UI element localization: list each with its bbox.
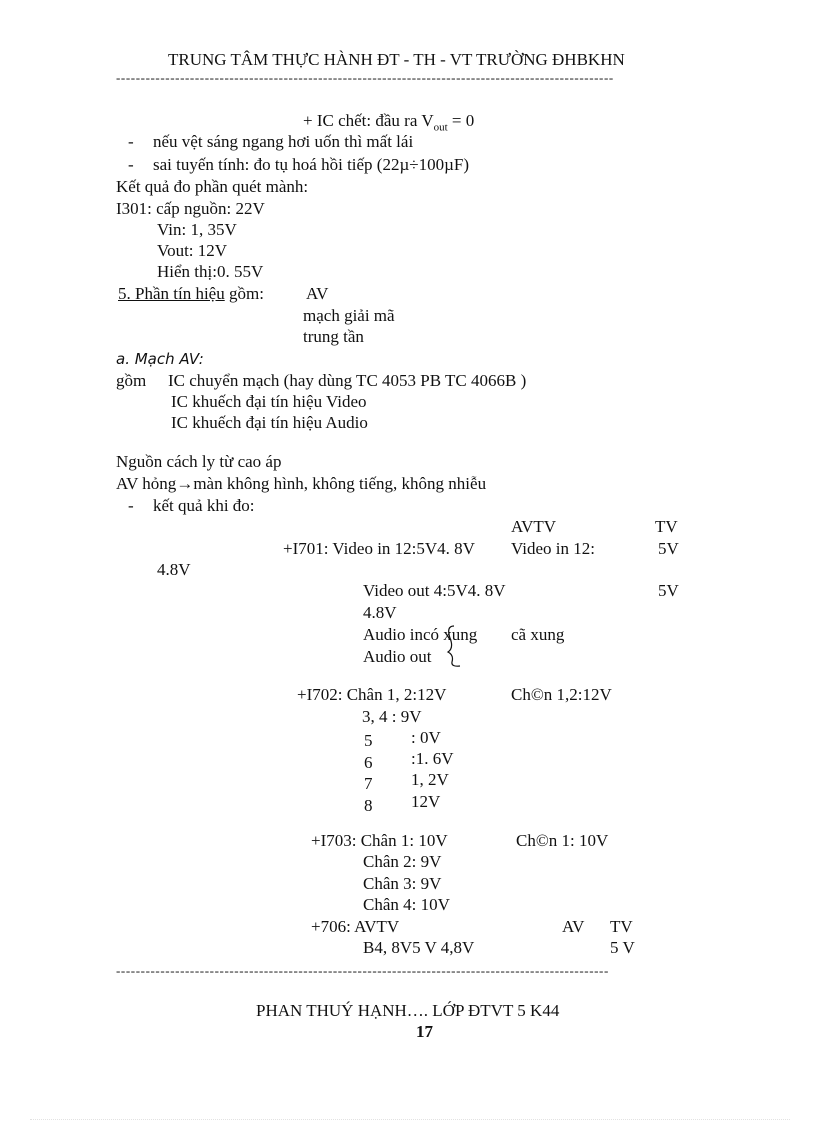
pin-5-num: 5 bbox=[364, 731, 373, 750]
vout-value: Vout: 12V bbox=[157, 241, 228, 260]
ic-audio-amp: IC khuếch đại tín hiệu Audio bbox=[171, 413, 368, 432]
arrow-icon: → bbox=[176, 474, 194, 493]
footer-rule: ---------------------------------------------------------------------------------------------------- bbox=[116, 963, 609, 978]
pin-2-row: Chân 2: 9V bbox=[363, 852, 442, 871]
section-5-heading bbox=[118, 284, 264, 304]
signal-if: trung tần bbox=[303, 327, 364, 346]
pin-8-num: 8 bbox=[364, 796, 373, 815]
measurement-results: kết quả khi đo: bbox=[153, 496, 255, 515]
video-out-right: 5V bbox=[658, 581, 679, 600]
includes-label: gồm bbox=[116, 371, 147, 390]
video-out-wrap: 4.8V bbox=[363, 603, 397, 622]
page-number: 17 bbox=[416, 1022, 433, 1041]
b4-right: 5 V bbox=[610, 938, 635, 957]
mu-symbol: µ bbox=[399, 155, 410, 174]
mu-symbol: µ bbox=[444, 155, 454, 174]
bullet-line-1: nếu vệt sáng ngang hơi uốn thì mất lái bbox=[153, 132, 414, 151]
bottom-divider bbox=[30, 1119, 790, 1120]
signal-decoder: mạch giải mã bbox=[303, 306, 395, 325]
pin-8-val: 12V bbox=[411, 792, 441, 811]
scan-results-heading: Kết quả đo phần quét mành: bbox=[116, 177, 309, 196]
audio-in-mid: cã xung bbox=[511, 625, 565, 644]
i702-mid: Ch©n 1,2:12V bbox=[511, 685, 612, 704]
av-failure-a: AV hỏng bbox=[116, 474, 177, 493]
isolated-supply: Nguồn cách ly từ cao áp bbox=[116, 452, 282, 471]
page-header-title: TRUNG TÂM THỰC HÀNH ĐT - TH - VT TRƯỜNG ĐHBKHN bbox=[168, 50, 625, 69]
ic-dead-text: + IC chết: đầu ra V bbox=[303, 111, 434, 130]
audio-in-row: Audio incó xung bbox=[363, 625, 478, 644]
pin-3-4: 3, 4 : 9V bbox=[362, 707, 422, 726]
p706-tv: TV bbox=[610, 917, 633, 936]
ic-switch: IC chuyển mạch (hay dùng TC 4053 PB TC 4066B ) bbox=[168, 371, 527, 390]
ic-video-amp: IC khuếch đại tín hiệu Video bbox=[171, 392, 367, 411]
bullet2-tail: F) bbox=[453, 155, 470, 174]
i701-right: 5V bbox=[658, 539, 679, 558]
i701-wrap: 4.8V bbox=[157, 560, 191, 579]
pin-3-row: Chân 3: 9V bbox=[363, 874, 442, 893]
bullet-line-2 bbox=[153, 155, 469, 175]
p706-av: AV bbox=[562, 917, 585, 936]
vin-value: Vin: 1, 35V bbox=[157, 220, 237, 239]
pin-7-num: 7 bbox=[364, 774, 373, 793]
signal-av: AV bbox=[306, 284, 329, 303]
av-failure-b: màn không hình, không tiếng, không nhiễu bbox=[193, 474, 487, 493]
display-value: Hiển thị:0. 55V bbox=[157, 262, 264, 281]
av-failure-line bbox=[116, 474, 486, 494]
p706-row: +706: AVTV bbox=[311, 917, 400, 936]
video-out-row: Video out 4:5V4. 8V bbox=[363, 581, 506, 600]
pin-5-val: : 0V bbox=[411, 728, 441, 747]
i701-mid: Video in 12: bbox=[511, 539, 595, 558]
col-tv-header: TV bbox=[655, 517, 678, 536]
bullet2-text: sai tuyến tính: đo tụ hoá hồi tiếp (22 bbox=[153, 155, 400, 174]
audio-out-row: Audio out bbox=[363, 647, 432, 666]
i703-mid: Ch©n 1: 10V bbox=[516, 831, 609, 850]
section-5-title: 5. Phần tín hiệu bbox=[118, 284, 225, 303]
bullet-dash: - bbox=[128, 132, 134, 151]
header-rule: ----------------------------------------------------------------------------------------------------- bbox=[116, 70, 614, 85]
ic-dead-tail: = 0 bbox=[447, 111, 475, 130]
brace-icon bbox=[442, 622, 464, 668]
col-avtv-header: AVTV bbox=[511, 517, 557, 536]
pin-6-val: :1. 6V bbox=[411, 749, 454, 768]
i702-row: +I702: Chân 1, 2:12V bbox=[297, 685, 447, 704]
section-5-tail: gồm: bbox=[224, 284, 264, 303]
i301-supply: I301: cấp nguồn: 22V bbox=[116, 199, 265, 218]
bullet-dash: - bbox=[128, 496, 134, 515]
i701-row: +I701: Video in 12:5V4. 8V bbox=[283, 539, 475, 558]
pin-6-num: 6 bbox=[364, 753, 373, 772]
i703-row: +I703: Chân 1: 10V bbox=[311, 831, 448, 850]
b4-row: B4, 8V5 V 4,8V bbox=[363, 938, 475, 957]
ic-dead-subscript: out bbox=[433, 121, 448, 134]
footer-author: PHAN THUÝ HẠNH…. LỚP ĐTVT 5 K44 bbox=[256, 1001, 560, 1020]
bullet-dash: - bbox=[128, 155, 134, 174]
av-circuit-heading: a. Mạch AV: bbox=[116, 350, 204, 368]
pin-7-val: 1, 2V bbox=[411, 770, 449, 789]
pin-4-row: Chân 4: 10V bbox=[363, 895, 450, 914]
bullet2-div: ÷100 bbox=[409, 155, 445, 174]
